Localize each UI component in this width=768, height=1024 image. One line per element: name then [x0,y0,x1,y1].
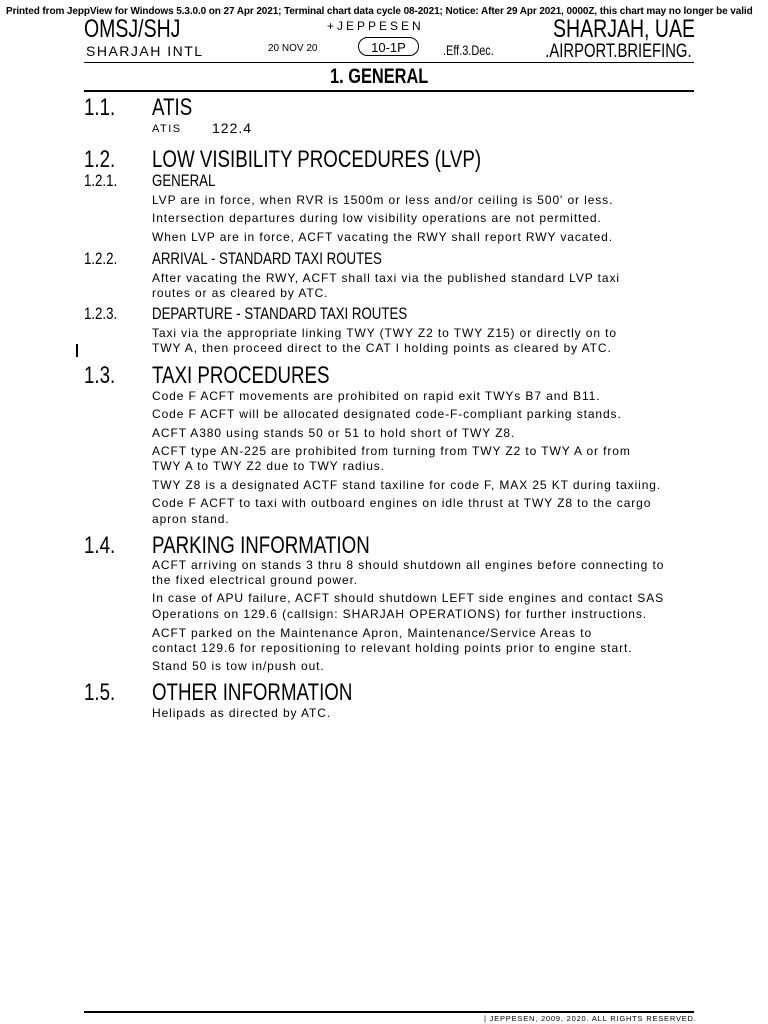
section-title: 1. GENERAL [330,65,429,88]
section-1-3-number: 1.3. [84,362,116,389]
atis-label: ATIS [152,123,182,135]
text-line: Helipads as directed by ATC. [152,706,332,720]
section-1-2-title: LOW VISIBILITY PROCEDURES (LVP) [152,146,482,173]
text-line: TWY A to TWY Z2 due to TWY radius. [152,459,385,473]
section-rule [84,90,694,92]
text-line: ACFT type AN-225 are prohibited from turning from TWY Z2 to TWY A or from [152,444,631,458]
text-line: contact 129.6 for repositioning to relevant holding points prior to engine start. [152,641,633,655]
text-line: When LVP are in force, ACFT vacating the RWY shall report RWY vacated. [152,230,613,244]
print-notice: Printed from JeppView for Windows 5.3.0.0 on 27 Apr 2021; Terminal chart data cycle 08-2021; Notice: After 29 Apr 2021, 0000Z, this chart may no longer be valid [6,6,753,17]
text-line: LVP are in force, when RVR is 1500m or less and/or ceiling is 500' or less. [152,193,614,207]
text-line: ACFT A380 using stands 50 or 51 to hold short of TWY Z8. [152,426,516,440]
jeppesen-brand: +JEPPESEN [327,19,424,33]
section-1-2-1-number: 1.2.1. [84,171,118,190]
section-1-1-number: 1.1. [84,94,116,121]
text-line: Operations on 129.6 (callsign: SHARJAH OPERATIONS) for further instructions. [152,607,648,621]
text-line: Stand 50 is tow in/push out. [152,659,325,673]
atis-frequency: 122.4 [212,120,253,136]
text-line: In case of APU failure, ACFT should shutdown LEFT side engines and contact SAS [152,591,665,605]
section-1-2-2-title: ARRIVAL - STANDARD TAXI ROUTES [152,249,382,268]
footer-rule [84,1011,694,1013]
section-1-2-1-title: GENERAL [152,171,216,190]
text-line: After vacating the RWY, ACFT shall taxi via the published standard LVP taxi [152,271,620,285]
text-line: Intersection departures during low visibility operations are not permitted. [152,211,602,225]
text-line: Code F ACFT to taxi with outboard engines on idle thrust at TWY Z8 to the cargo [152,496,652,510]
copyright-footer: | JEPPESEN, 2009, 2020. ALL RIGHTS RESERVED. [484,1014,697,1023]
section-1-2-number: 1.2. [84,146,116,173]
section-1-1-title: ATIS [152,94,193,121]
text-line: Taxi via the appropriate linking TWY (TWY Z2 to TWY Z15) or directly on to [152,326,617,340]
text-line: Code F ACFT movements are prohibited on rapid exit TWYs B7 and B11. [152,389,601,403]
section-1-2-2-number: 1.2.2. [84,249,118,268]
text-line: the fixed electrical ground power. [152,573,359,587]
text-line: Code F ACFT will be allocated designated code-F-compliant parking stands. [152,407,622,421]
chart-title: .AIRPORT.BRIEFING. [545,41,692,62]
section-1-3-title: TAXI PROCEDURES [152,362,330,389]
text-line: TWY Z8 is a designated ACTF stand taxiline for code F, MAX 25 KT during taxiing. [152,478,662,492]
chart-number: 10-1P [358,37,419,56]
section-1-5-number: 1.5. [84,679,116,706]
text-line: ACFT parked on the Maintenance Apron, Maintenance/Service Areas to [152,626,593,640]
text-line: TWY A, then proceed direct to the CAT I holding points as cleared by ATC. [152,341,612,355]
header-rule [84,62,694,63]
city-country: SHARJAH, UAE [553,15,695,43]
section-1-4-number: 1.4. [84,532,116,559]
text-line: routes or as cleared by ATC. [152,286,329,300]
section-1-5-title: OTHER INFORMATION [152,679,353,706]
text-line: apron stand. [152,512,230,526]
chart-date: 20 NOV 20 [268,43,318,54]
section-1-2-3-title: DEPARTURE - STANDARD TAXI ROUTES [152,304,408,323]
text-line: ACFT arriving on stands 3 thru 8 should shutdown all engines before connecting to [152,558,665,572]
section-1-4-title: PARKING INFORMATION [152,532,370,559]
airport-name: SHARJAH INTL [86,43,204,59]
change-bar [76,344,78,357]
section-1-2-3-number: 1.2.3. [84,304,118,323]
airport-ident: OMSJ/SHJ [84,15,181,43]
effective-date: .Eff.3.Dec. [443,42,494,58]
